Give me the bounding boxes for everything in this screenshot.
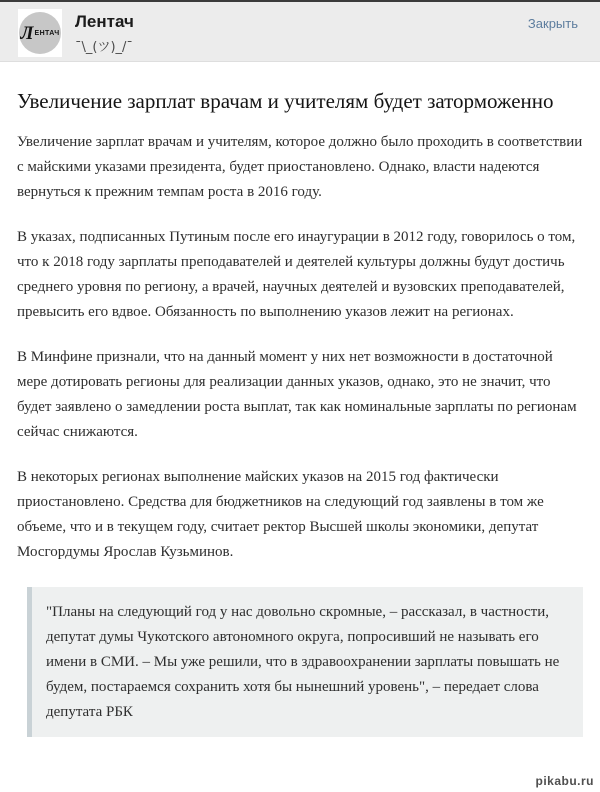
article-paragraph-1: Увеличение зарплат врачам и учителям, которое должно было проходить в соответствии с майскими указами президента, будет приостановлено. Однако, власти надеются вернуться к прежним темпам роста в 2016 году. (17, 134, 583, 200)
community-info (75, 9, 134, 55)
article-title: Увеличение зарплат врачам и учителям будет заторможенно (17, 89, 554, 113)
post-header (0, 2, 600, 62)
article-paragraph-4: В некоторых регионах выполнение майских указов на 2015 год фактически приостановлено. Средства для бюджетников на следующий год заявлены в том же объеме, что и в текущем году, считает ректор Высшей школы экономики, депутат Мосгордумы Ярослав Кузьминов. (17, 469, 544, 560)
article-content (0, 88, 600, 737)
close-button[interactable]: Закрыть (527, 16, 578, 31)
pikabu-watermark: pikabu.ru (535, 774, 594, 788)
logo-rest: ЕНТАЧ (34, 29, 60, 37)
community-name-link[interactable]: Лентач (75, 12, 134, 31)
deputy-quote-text: "Планы на следующий год у нас довольно скромные, – рассказал, в частности, депутат думы Чукотского автономного округа, попросивший не называть его имени в СМИ. – Мы уже решили, что в здравоохранении зарплаты повышать не будем, постараемся сохранить хотя бы нынешний уровень", – передает слова депутата РБК (46, 604, 560, 720)
article-paragraph-3: В Минфине признали, что на данный момент у них нет возможности в достаточной мере дотировать регионы для реализации данных указов, однако, это не значит, что будет заявлено о замедлении роста выплат, так как номинальные зарплаты по регионам сейчас снижаются. (17, 349, 577, 440)
lentach-logo-icon (19, 12, 61, 54)
community-status-shrug: ¯\_(ツ)_/¯ (75, 40, 133, 55)
deputy-quote-block (27, 587, 583, 737)
community-avatar[interactable] (18, 9, 62, 57)
logo-letter: Л (20, 22, 34, 44)
article-paragraph-2: В указах, подписанных Путиным после его инаугурации в 2012 году, говорилось о том, что к 2018 году зарплаты преподавателей и деятелей культуры должны будут достичь среднего уровня по региону, а врачей, научных деятелей и вузовских преподавателей, превысить его вдвое. Обязанность по выполнению указов лежит на регионах. (17, 229, 576, 320)
